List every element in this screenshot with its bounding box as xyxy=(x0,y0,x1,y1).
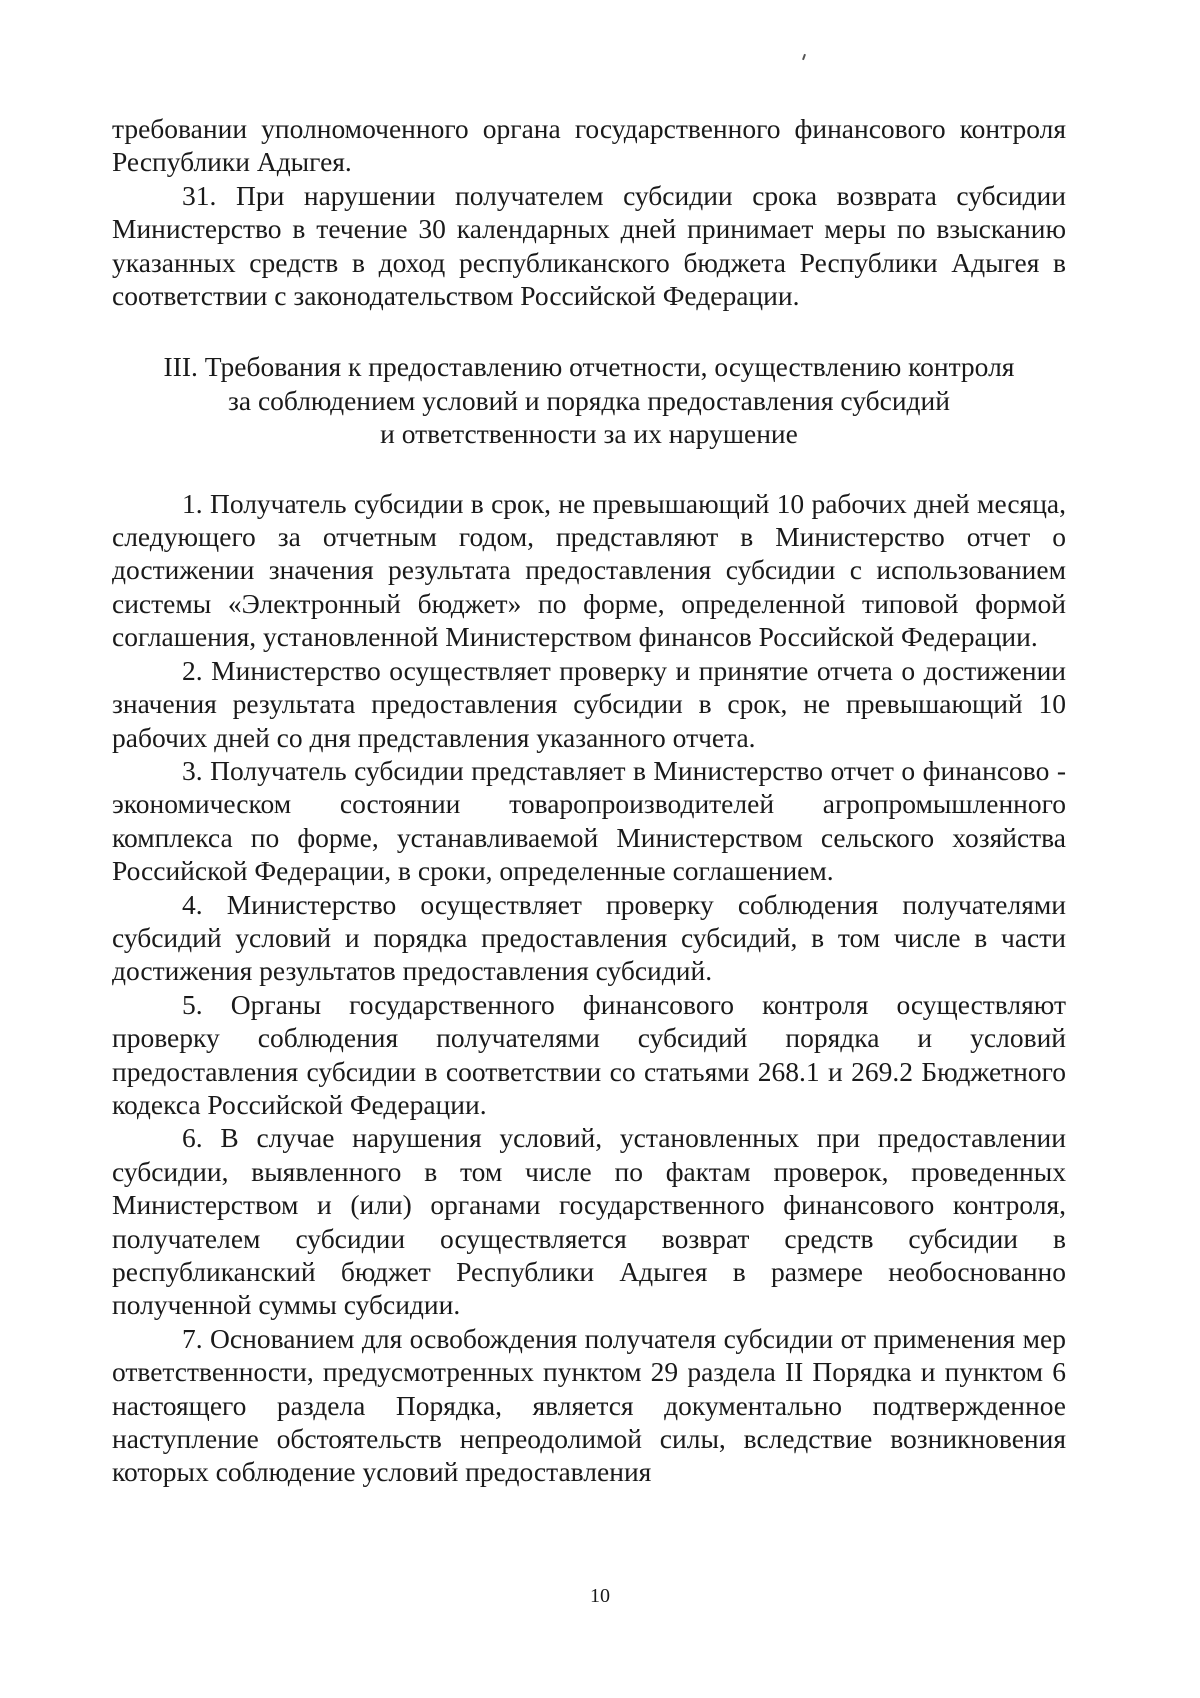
list-item-1: 1. Получатель субсидии в срок, не превышающий 10 рабочих дней месяца, следующего за отчетным годом, представляют в Министерство отчет о достижении значения результата предоставления субсидии с использованием системы «Электронный бюджет» по форме, определенной типовой формой соглашения, установленной Министерством финансов Российской Федерации. xyxy=(112,487,1066,653)
list-item-3: 3. Получатель субсидии представляет в Министерство отчет о финансово - экономическом состоянии товаропроизводителей агропромышленного комплекса по форме, устанавливаемой Министерством сельского хозяйства Российской Федерации, в сроки, определенные соглашением. xyxy=(112,754,1066,887)
section-heading-line-1: III. Требования к предоставлению отчетности, осуществлению контроля xyxy=(163,351,1015,383)
list-item-7: 7. Основанием для освобождения получателя субсидии от применения мер ответственности, предусмотренных пунктом 29 раздела II Порядка и пунктом 6 настоящего раздела Порядка, является документально подтвержденное наступление обстоятельств непреодолимой силы, вследствие возникновения которых соблюдение условий предоставления xyxy=(112,1322,1066,1488)
page-number: 10 xyxy=(590,1585,610,1607)
paragraph-31: 31. При нарушении получателем субсидии срока возврата субсидии Министерство в течение 30 календарных дней принимает меры по взысканию указанных средств в доход республиканского бюджета Республики Адыгея в соответствии с законодательством Российской Федерации. xyxy=(112,179,1066,312)
document-body xyxy=(112,112,1066,1489)
list-item-6: 6. В случае нарушения условий, установленных при предоставлении субсидии, выявленного в том числе по фактам проверок, проведенных Министерством и (или) органами государственного финансового контроля, получателем субсидии осуществляется возврат средств субсидии в республиканский бюджет Республики Адыгея в размере необоснованно полученной суммы субсидии. xyxy=(112,1122,1066,1321)
scan-speck xyxy=(802,54,806,60)
section-heading-line-3: и ответственности за их нарушение xyxy=(380,418,798,450)
list-item-5: 5. Органы государственного финансового контроля осуществляют проверку соблюдения получателями субсидий порядка и условий предоставления субсидии в соответствии со статьями 268.1 и 269.2 Бюджетного кодекса Российской Федерации. xyxy=(112,988,1066,1120)
section-heading-line-2: за соблюдением условий и порядка предоставления субсидий xyxy=(228,384,950,416)
list-item-2: 2. Министерство осуществляет проверку и принятие отчета о достижении значения результата предоставления субсидии в срок, не превышающий 10 рабочих дней со дня представления указанного отчета. xyxy=(112,654,1066,753)
section-heading xyxy=(112,350,1066,450)
continuation-paragraph: требовании уполномоченного органа государственного финансового контроля Республики Адыгея. xyxy=(112,113,1066,178)
list-item-4: 4. Министерство осуществляет проверку соблюдения получателями субсидий условий и порядка предоставления субсидий, в том числе в части достижения результатов предоставления субсидий. xyxy=(112,888,1066,987)
